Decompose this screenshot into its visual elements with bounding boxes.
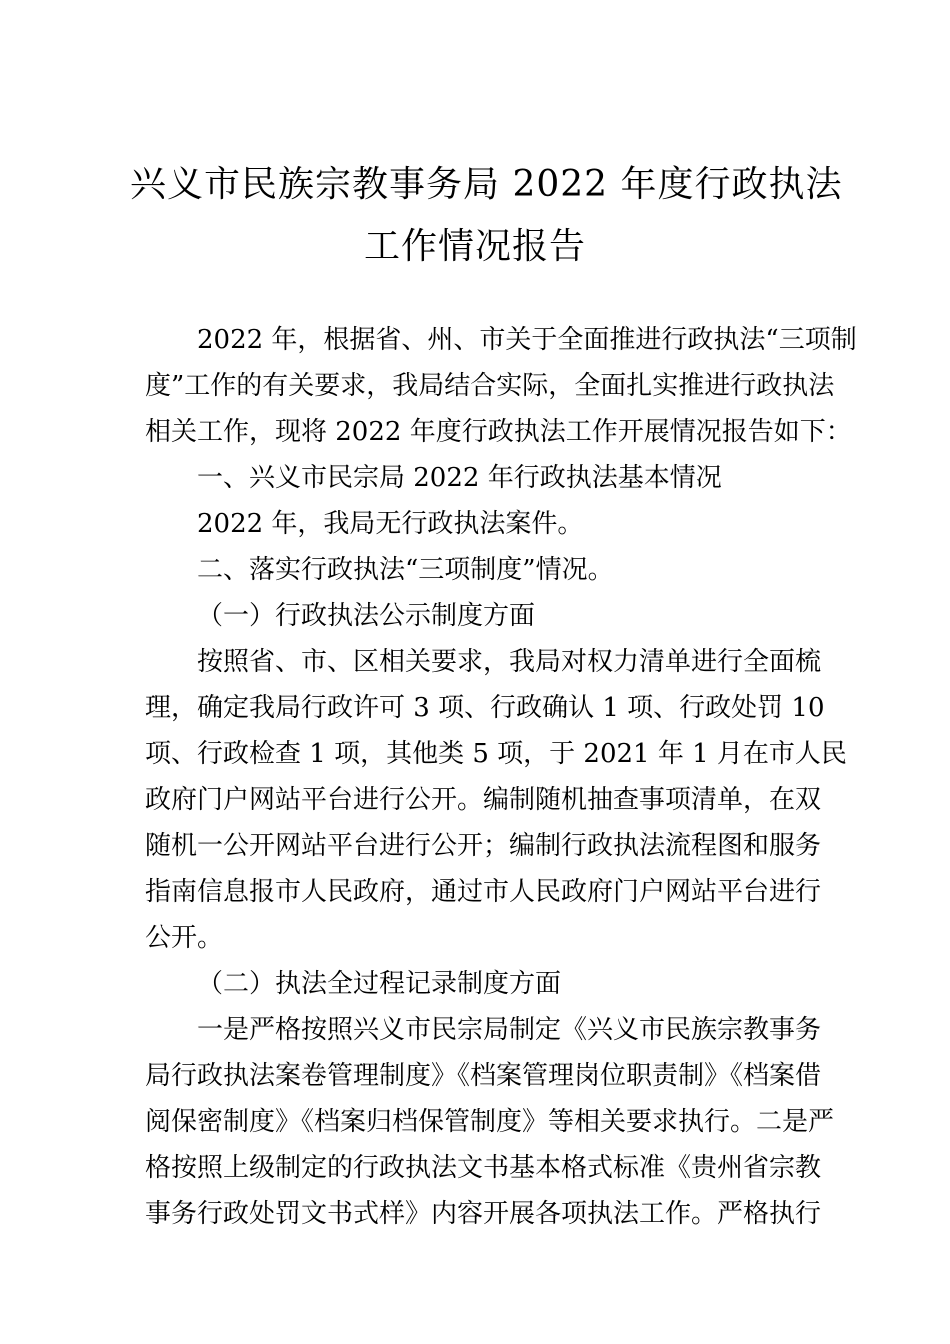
paragraph-line: 理，确定我局行政许可 3 项、行政确认 1 项、行政处罚 10 (145, 693, 825, 723)
paragraph-line: 格按照上级制定的行政执法文书基本格式标准《贵州省宗教 (145, 1153, 822, 1183)
paragraph-line: 公开。 (145, 923, 224, 953)
paragraph-line: 指南信息报市人民政府，通过市人民政府门户网站平台进行 (145, 877, 822, 907)
paragraph-line: 阅保密制度》《档案归档保管制度》等相关要求执行。二是严 (145, 1107, 835, 1137)
paragraph-line: 按照省、市、区相关要求，我局对权力清单进行全面梳 (197, 647, 822, 677)
document-title-line-2: 工作情况报告 (363, 226, 586, 267)
paragraph-line: 项、行政检查 1 项，其他类 5 项，于 2021 年 1 月在市人民 (145, 739, 847, 769)
paragraph-line: 相关工作，现将 2022 年度行政执法工作开展情况报告如下： (145, 417, 852, 447)
paragraph-line: 度”工作的有关要求，我局结合实际，全面扎实推进行政执法 (145, 371, 835, 401)
paragraph-line: 一是严格按照兴义市民宗局制定《兴义市民族宗教事务 (197, 1015, 822, 1045)
paragraph-line: 事务行政处罚文书式样》内容开展各项执法工作。严格执行 (145, 1199, 822, 1229)
paragraph-line: 局行政执法案卷管理制度》《档案管理岗位职责制》《档案借 (145, 1061, 822, 1091)
subsection-heading: （一）行政执法公示制度方面 (197, 601, 536, 631)
document-title-line-1: 兴义市民族宗教事务局 2022 年度行政执法 (130, 164, 843, 205)
subsection-heading: （二）执法全过程记录制度方面 (197, 969, 562, 999)
paragraph-line: 政府门户网站平台进行公开。编制随机抽查事项清单，在双 (145, 785, 822, 815)
paragraph-line: 随机一公开网站平台进行公开；编制行政执法流程图和服务 (145, 831, 822, 861)
paragraph-line: 2022 年，我局无行政执法案件。 (197, 509, 584, 539)
paragraph-line: 2022 年，根据省、州、市关于全面推进行政执法“三项制 (197, 325, 857, 355)
section-heading: 一、兴义市民宗局 2022 年行政执法基本情况 (197, 463, 722, 493)
section-heading: 二、落实行政执法“三项制度”情况。 (197, 555, 614, 585)
